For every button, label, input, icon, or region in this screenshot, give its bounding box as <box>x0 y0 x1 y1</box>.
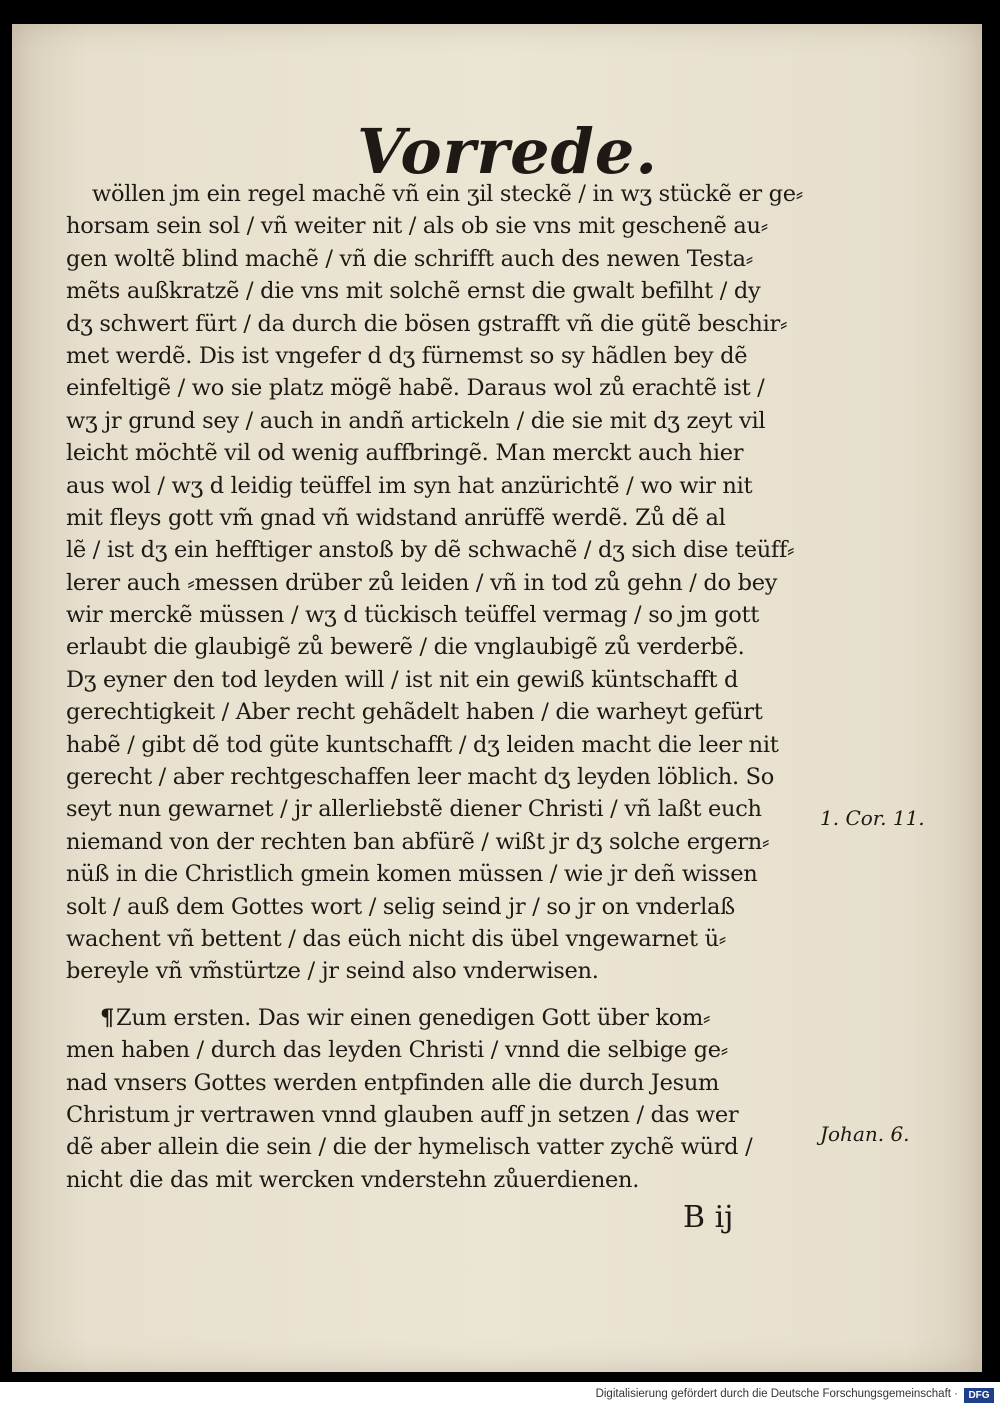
paragraph-mark-icon: ¶ <box>100 1004 115 1031</box>
page-heading: Vorrede. <box>357 115 658 188</box>
text-line: bereyle vñ vm̃stürtze / jr seind also vnderwisen. <box>66 958 599 985</box>
footer-credit: Digitalisierung gefördert durch die Deutsche Forschungsgemeinschaft · <box>595 1388 958 1400</box>
text-line: gerechtigkeit / Aber recht gehãdelt haben / die warheyt gefürt <box>66 699 763 726</box>
text-line: wir merckẽ müssen / wʒ d tückisch teüffel vermag / so jm gott <box>66 602 759 629</box>
text-line <box>66 1002 818 1034</box>
text-line: men haben / durch das leyden Christi / vnnd die selbige ge⸗ <box>66 1037 728 1064</box>
text-line: Dʒ eyner den tod leyden will / ist nit ein gewiß küntschafft d <box>66 666 739 693</box>
text-line: nicht die das mit wercken vnderstehn zůuerdienen. <box>66 1166 640 1193</box>
text-line: dẽ aber allein die sein / die der hymelisch vatter zychẽ würd / <box>66 1134 753 1161</box>
text-line: nad vnsers Gottes werden entpfinden alle die durch Jesum <box>66 1069 720 1096</box>
footer-bar <box>0 1384 1000 1408</box>
text-line: einfeltigẽ / wo sie platz mögẽ habẽ. Daraus wol zů erachtẽ ist / <box>66 375 765 402</box>
text-line: dʒ schwert fürt / da durch die bösen gstrafft vñ die gütẽ beschir⸗ <box>66 310 788 337</box>
text-line: lẽ / ist dʒ ein hefftiger anstoß by dẽ schwachẽ / dʒ sich dise teüff⸗ <box>66 537 795 564</box>
text-line: erlaubt die glaubigẽ zů bewerẽ / die vnglaubigẽ zů verderbẽ. <box>66 634 745 661</box>
text-line: solt / auß dem Gottes wort / selig seind jr / so jr on vnderlaß <box>66 893 735 920</box>
text-line-content: Zum ersten. Das wir einen genedigen Gott über kom⸗ <box>116 1004 711 1031</box>
text-line: gen woltẽ blind machẽ / vñ die schrifft auch des newen Testa⸗ <box>66 245 753 272</box>
text-line: nüß in die Christlich gmein komen müssen / wie jr deñ wissen <box>66 861 758 888</box>
book-page <box>12 24 982 1372</box>
text-line: met werdẽ. Dis ist vngefer d dʒ fürnemst so sy hãdlen bey dẽ <box>66 342 748 369</box>
text-line: horsam sein sol / vñ weiter nit / als ob sie vns mit geschenẽ au⸗ <box>66 213 768 240</box>
dfg-logo-icon: DFG <box>964 1388 994 1403</box>
text-line: wöllen jm ein regel machẽ vñ ein ʒil steckẽ / in wʒ stückẽ er ge⸗ <box>92 181 803 207</box>
margin-note-johannes: Johan. 6. <box>820 1122 910 1146</box>
text-line: Christum jr vertrawen vnnd glauben auff jn setzen / das wer <box>66 1101 739 1128</box>
text-line: mit fleys gott vm̃ gnad vñ widstand anrüffẽ werdẽ. Zů dẽ al <box>66 504 726 531</box>
margin-note-corinthians: 1. Cor. 11. <box>820 806 925 830</box>
text-line: habẽ / gibt dẽ tod güte kuntschafft / dʒ leiden macht die leer nit <box>66 731 779 758</box>
body-text <box>66 178 818 1196</box>
text-line: mẽts außkratzẽ / die vns mit solchẽ ernst die gwalt befilht / dy <box>66 278 761 305</box>
text-line: seyt nun gewarnet / jr allerliebstẽ diener Christi / vñ laßt euch <box>66 796 762 823</box>
text-line: aus wol / wʒ d leidig teüffel im syn hat anzürichtẽ / wo wir nit <box>66 472 753 499</box>
text-line: wʒ jr grund sey / auch in andñ artickeln / die sie mit dʒ zeyt vil <box>66 407 766 434</box>
text-line: niemand von der rechten ban abfürẽ / wißt jr dʒ solche ergern⸗ <box>66 828 770 855</box>
text-line: wachent vñ bettent / das eüch nicht dis übel vngewarnet ü⸗ <box>66 925 726 952</box>
text-line: gerecht / aber rechtgeschaffen leer macht dʒ leyden löblich. So <box>66 764 775 791</box>
signature-mark: B ij <box>683 1200 734 1235</box>
text-line: lerer auch ⸗messen drüber zů leiden / vñ in tod zů gehn / do bey <box>66 569 778 596</box>
text-line: leicht möchtẽ vil od wenig auffbringẽ. Man merckt auch hier <box>66 440 744 467</box>
paragraph-gap <box>66 988 818 1002</box>
